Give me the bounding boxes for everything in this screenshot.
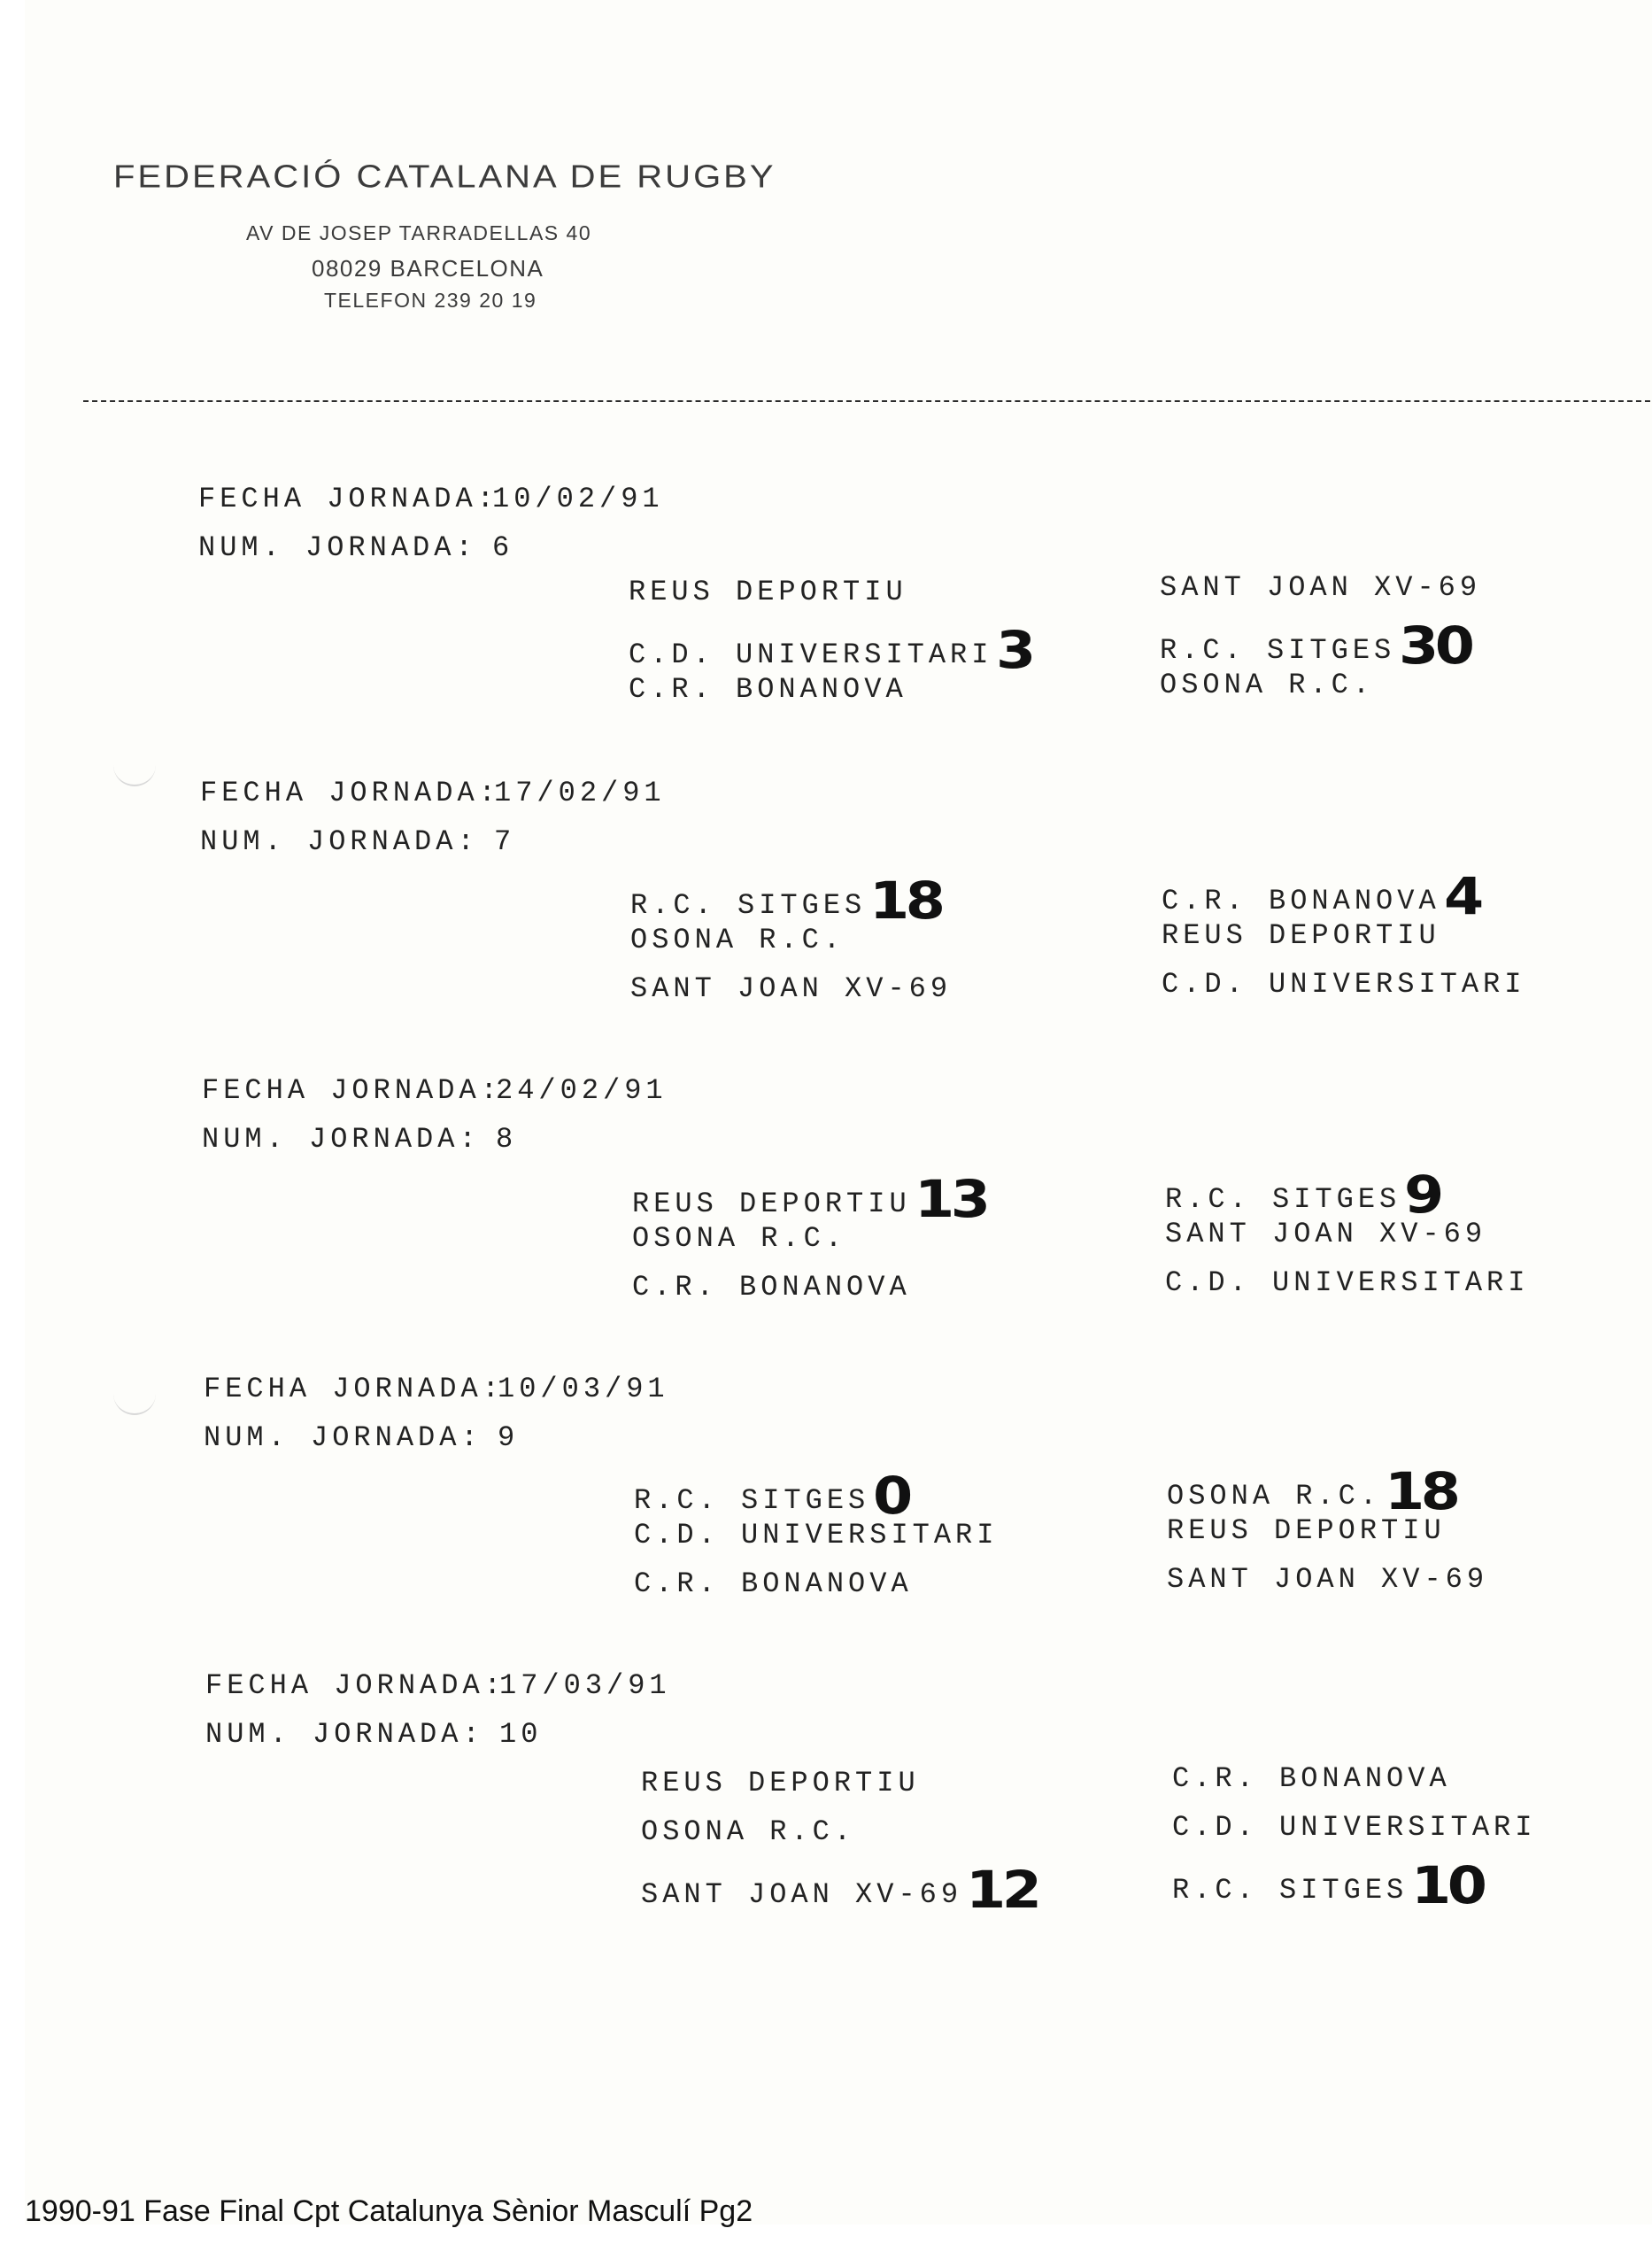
- away-team: [1160, 669, 1374, 701]
- team-name: OSONA R.C.: [632, 1222, 847, 1255]
- home-team: [632, 1222, 846, 1255]
- team-name: C.D. UNIVERSITARI: [1165, 1266, 1530, 1299]
- round-date: 24/02/91: [496, 1074, 668, 1107]
- round-date: 10/02/91: [492, 483, 664, 515]
- round-number-label: NUM. JORNADA:: [198, 531, 477, 564]
- document-caption: 1990-91 Fase Final Cpt Catalunya Sènior Masculí Pg2: [25, 2194, 753, 2228]
- round-date-label: FECHA JORNADA:: [205, 1669, 506, 1702]
- team-score: 18: [1385, 1461, 1457, 1521]
- punch-hole-mark: [113, 1392, 156, 1415]
- away-team: [1162, 919, 1440, 952]
- team-score: 3: [996, 620, 1033, 680]
- team-name: OSONA R.C.: [630, 924, 845, 956]
- round-number: 10: [499, 1718, 543, 1751]
- round-number: 7: [494, 825, 516, 858]
- away-team: [1160, 615, 1471, 676]
- round-number: 6: [492, 531, 514, 564]
- team-name: OSONA R.C.: [1160, 669, 1375, 701]
- away-team: [1165, 1266, 1529, 1299]
- team-name: C.R. BONANOVA: [1162, 885, 1440, 917]
- team-name: C.R. BONANOVA: [634, 1567, 913, 1600]
- away-team: [1162, 866, 1480, 926]
- team-name: R.C. SITGES: [1165, 1183, 1401, 1216]
- home-team: [641, 1860, 1038, 1920]
- team-name: R.C. SITGES: [630, 889, 867, 922]
- away-team: [1165, 1218, 1486, 1250]
- round-number: 9: [498, 1421, 520, 1454]
- round-date-label: FECHA JORNADA:: [204, 1373, 504, 1405]
- team-score: 9: [1404, 1164, 1440, 1225]
- team-name: REUS DEPORTIU: [1162, 919, 1440, 952]
- home-team: [629, 673, 907, 706]
- round-date: 17/02/91: [494, 777, 666, 809]
- team-name: SANT JOAN XV-69: [1160, 571, 1482, 604]
- punch-hole-mark: [113, 763, 156, 786]
- team-name: C.D. UNIVERSITARI: [629, 638, 993, 671]
- address-street: AV DE JOSEP TARRADELLAS 40: [246, 221, 592, 244]
- round-date: 17/03/91: [499, 1669, 671, 1702]
- team-name: SANT JOAN XV-69: [1167, 1563, 1489, 1596]
- round-number-label: NUM. JORNADA:: [204, 1421, 482, 1454]
- away-team: [1172, 1811, 1536, 1844]
- away-team: [1172, 1855, 1484, 1915]
- team-name: REUS DEPORTIU: [1167, 1514, 1446, 1547]
- home-team: [630, 924, 845, 956]
- home-team: [629, 576, 907, 608]
- away-team: [1162, 968, 1525, 1001]
- away-team: [1172, 1762, 1451, 1795]
- round-number: 8: [496, 1123, 518, 1156]
- round-date-label: FECHA JORNADA:: [202, 1074, 502, 1107]
- team-score: 30: [1399, 615, 1471, 676]
- away-team: [1160, 571, 1481, 604]
- team-name: R.C. SITGES: [1172, 1874, 1409, 1907]
- team-name: OSONA R.C.: [641, 1815, 856, 1848]
- round-date-label: FECHA JORNADA:: [200, 777, 500, 809]
- round-date-label: FECHA JORNADA:: [198, 483, 498, 515]
- team-score: 18: [869, 870, 942, 931]
- team-name: REUS DEPORTIU: [629, 576, 907, 608]
- team-name: C.D. UNIVERSITARI: [634, 1519, 999, 1551]
- dashed-divider: [83, 400, 1652, 402]
- team-name: REUS DEPORTIU: [641, 1767, 920, 1799]
- letterhead: [113, 159, 776, 312]
- home-team: [634, 1519, 998, 1551]
- team-score: 10: [1411, 1855, 1484, 1915]
- round-number-label: NUM. JORNADA:: [205, 1718, 484, 1751]
- team-name: REUS DEPORTIU: [632, 1188, 911, 1220]
- address-city: 08029 BARCELONA: [312, 255, 544, 282]
- address-phone: TELEFON 239 20 19: [324, 289, 537, 312]
- away-team: [1167, 1514, 1446, 1547]
- team-name: C.R. BONANOVA: [629, 673, 907, 706]
- team-score: 13: [914, 1169, 987, 1229]
- team-name: C.R. BONANOVA: [1172, 1762, 1451, 1795]
- team-name: SANT JOAN XV-69: [641, 1878, 963, 1911]
- team-name: C.D. UNIVERSITARI: [1162, 968, 1526, 1001]
- team-name: SANT JOAN XV-69: [630, 972, 953, 1005]
- home-team: [634, 1466, 909, 1526]
- team-name: R.C. SITGES: [1160, 634, 1396, 667]
- team-name: OSONA R.C.: [1167, 1480, 1382, 1513]
- team-name: R.C. SITGES: [634, 1484, 870, 1517]
- team-score: 4: [1443, 866, 1480, 926]
- home-team: [634, 1567, 913, 1600]
- organization-name: FEDERACIÓ CATALANA DE RUGBY: [113, 159, 776, 195]
- team-score: 12: [966, 1860, 1038, 1920]
- home-team: [630, 972, 952, 1005]
- round-number-label: NUM. JORNADA:: [202, 1123, 481, 1156]
- home-team: [630, 870, 942, 931]
- round-date: 10/03/91: [498, 1373, 669, 1405]
- home-team: [629, 620, 1033, 680]
- home-team: [641, 1767, 920, 1799]
- team-score: 0: [873, 1466, 909, 1526]
- away-team: [1167, 1563, 1488, 1596]
- round-number-label: NUM. JORNADA:: [200, 825, 479, 858]
- team-name: SANT JOAN XV-69: [1165, 1218, 1487, 1250]
- away-team: [1167, 1461, 1457, 1521]
- away-team: [1165, 1164, 1440, 1225]
- home-team: [632, 1271, 911, 1304]
- home-team: [632, 1169, 987, 1229]
- team-name: C.R. BONANOVA: [632, 1271, 911, 1304]
- scanned-page: [25, 0, 1652, 2224]
- home-team: [641, 1815, 855, 1848]
- team-name: C.D. UNIVERSITARI: [1172, 1811, 1537, 1844]
